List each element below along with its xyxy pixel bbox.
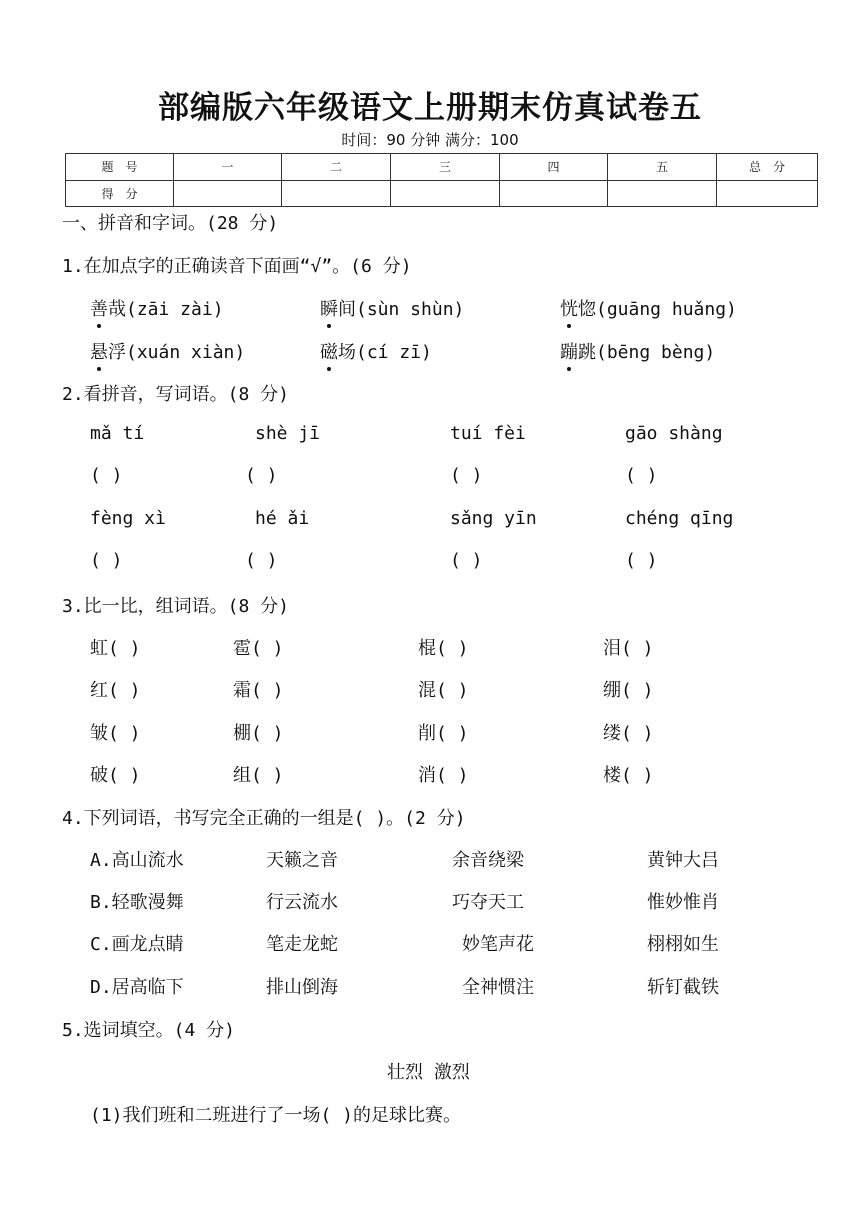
score-table-score-row	[66, 180, 818, 207]
answer-blank[interactable]: ( )	[450, 465, 483, 486]
q4-option[interactable]: D.居高临下	[90, 977, 184, 998]
q1-item	[320, 338, 432, 364]
q3-item[interactable]: 红( )	[90, 680, 141, 701]
score-row-label: 得 分	[66, 180, 174, 207]
score-table-header-row	[66, 154, 818, 181]
q1-item-rest: 浮(xuán xiàn)	[108, 342, 246, 363]
question-1-prompt: 1.在加点字的正确读音下面画“√”。(6 分)	[62, 256, 412, 277]
answer-blank[interactable]: ( )	[625, 465, 658, 486]
dotted-char: 悬	[90, 338, 108, 364]
pinyin: mǎ tí	[90, 423, 145, 444]
q4-word: 巧夺天工	[452, 892, 524, 913]
pinyin: fèng xì	[90, 508, 166, 529]
q1-item	[90, 338, 245, 364]
q1-item-rest: 惚(guāng huǎng)	[578, 299, 737, 320]
q3-item[interactable]: 棍( )	[418, 638, 469, 659]
q3-item[interactable]: 棚( )	[233, 723, 284, 744]
answer-blank[interactable]: ( )	[245, 465, 278, 486]
dotted-char: 蹦	[560, 338, 578, 364]
q4-word: 妙笔声花	[462, 934, 534, 955]
answer-blank[interactable]: ( )	[450, 550, 483, 571]
q3-item[interactable]: 削( )	[418, 723, 469, 744]
q4-word: 栩栩如生	[647, 934, 719, 955]
q1-item-rest: 跳(bēng bèng)	[578, 342, 716, 363]
dotted-char: 恍	[560, 295, 578, 321]
q4-word: 笔走龙蛇	[266, 934, 338, 955]
answer-blank[interactable]: ( )	[245, 550, 278, 571]
score-table-header: 题 号	[66, 154, 174, 181]
q4-word: 惟妙惟肖	[647, 892, 719, 913]
page-title: 部编版六年级语文上册期末仿真试卷五	[158, 90, 702, 126]
score-table-header: 一	[174, 154, 282, 181]
pinyin: tuí fèi	[450, 423, 526, 444]
pinyin: gāo shàng	[625, 423, 723, 444]
q1-item	[90, 295, 224, 321]
q4-option[interactable]: B.轻歌漫舞	[90, 892, 184, 913]
question-2-prompt: 2.看拼音，写词语。(8 分)	[62, 384, 290, 405]
question-3-prompt: 3.比一比，组词语。(8 分)	[62, 596, 290, 617]
pinyin: chéng qīng	[625, 508, 734, 529]
score-cell[interactable]	[500, 180, 608, 207]
score-table-header: 三	[391, 154, 500, 181]
q3-item[interactable]: 消( )	[418, 765, 469, 786]
q4-word: 行云流水	[266, 892, 338, 913]
score-cell[interactable]	[282, 180, 391, 207]
q1-item	[320, 295, 464, 321]
q4-option[interactable]: C.画龙点睛	[90, 934, 184, 955]
q1-item	[560, 295, 737, 321]
dotted-char: 善	[90, 295, 108, 321]
answer-blank[interactable]: ( )	[90, 550, 123, 571]
q1-item-rest: 间(sùn shùn)	[338, 299, 465, 320]
q3-item[interactable]: 绷( )	[603, 680, 654, 701]
q1-item-rest: 哉(zāi zài)	[108, 299, 224, 320]
q5-sentence[interactable]: (1)我们班和二班进行了一场( )的足球比赛。	[90, 1105, 462, 1126]
q3-item[interactable]: 霜( )	[233, 680, 284, 701]
q4-word: 斩钉截铁	[647, 977, 719, 998]
q3-item[interactable]: 泪( )	[603, 638, 654, 659]
answer-blank[interactable]: ( )	[90, 465, 123, 486]
question-5-prompt: 5.选词填空。(4 分)	[62, 1020, 236, 1041]
exam-time-score: 时间：90 分钟 满分：100	[341, 131, 519, 149]
score-table-header: 总 分	[717, 154, 818, 181]
q3-item[interactable]: 虹( )	[90, 638, 141, 659]
section-heading: 一、拼音和字词。(28 分)	[62, 213, 279, 234]
q4-word: 黄钟大吕	[647, 850, 719, 871]
q3-item[interactable]: 组( )	[233, 765, 284, 786]
score-table-header: 五	[608, 154, 717, 181]
score-table-header: 二	[282, 154, 391, 181]
score-table	[65, 153, 818, 207]
answer-blank[interactable]: ( )	[625, 550, 658, 571]
q3-item[interactable]: 破( )	[90, 765, 141, 786]
q3-item[interactable]: 缕( )	[603, 723, 654, 744]
dotted-char: 瞬	[320, 295, 338, 321]
question-4-prompt: 4.下列词语，书写完全正确的一组是( )。(2 分)	[62, 808, 466, 829]
q4-word: 天籁之音	[266, 850, 338, 871]
score-cell[interactable]	[717, 180, 818, 207]
q4-word: 排山倒海	[266, 977, 338, 998]
pinyin: shè jī	[255, 423, 321, 444]
q3-item[interactable]: 楼( )	[603, 765, 654, 786]
q4-word: 全神惯注	[462, 977, 534, 998]
q3-item[interactable]: 皱( )	[90, 723, 141, 744]
q1-item-rest: 场(cí zī)	[338, 342, 432, 363]
pinyin: sǎng yīn	[450, 508, 537, 529]
q1-item	[560, 338, 715, 364]
score-cell[interactable]	[174, 180, 282, 207]
score-cell[interactable]	[608, 180, 717, 207]
word-choices: 壮烈 激烈	[387, 1062, 470, 1083]
score-cell[interactable]	[391, 180, 500, 207]
pinyin: hé ǎi	[255, 508, 310, 529]
score-table-header: 四	[500, 154, 608, 181]
q4-option[interactable]: A.高山流水	[90, 850, 184, 871]
q3-item[interactable]: 混( )	[418, 680, 469, 701]
q4-word: 余音绕梁	[452, 850, 524, 871]
q3-item[interactable]: 雹( )	[233, 638, 284, 659]
dotted-char: 磁	[320, 338, 338, 364]
